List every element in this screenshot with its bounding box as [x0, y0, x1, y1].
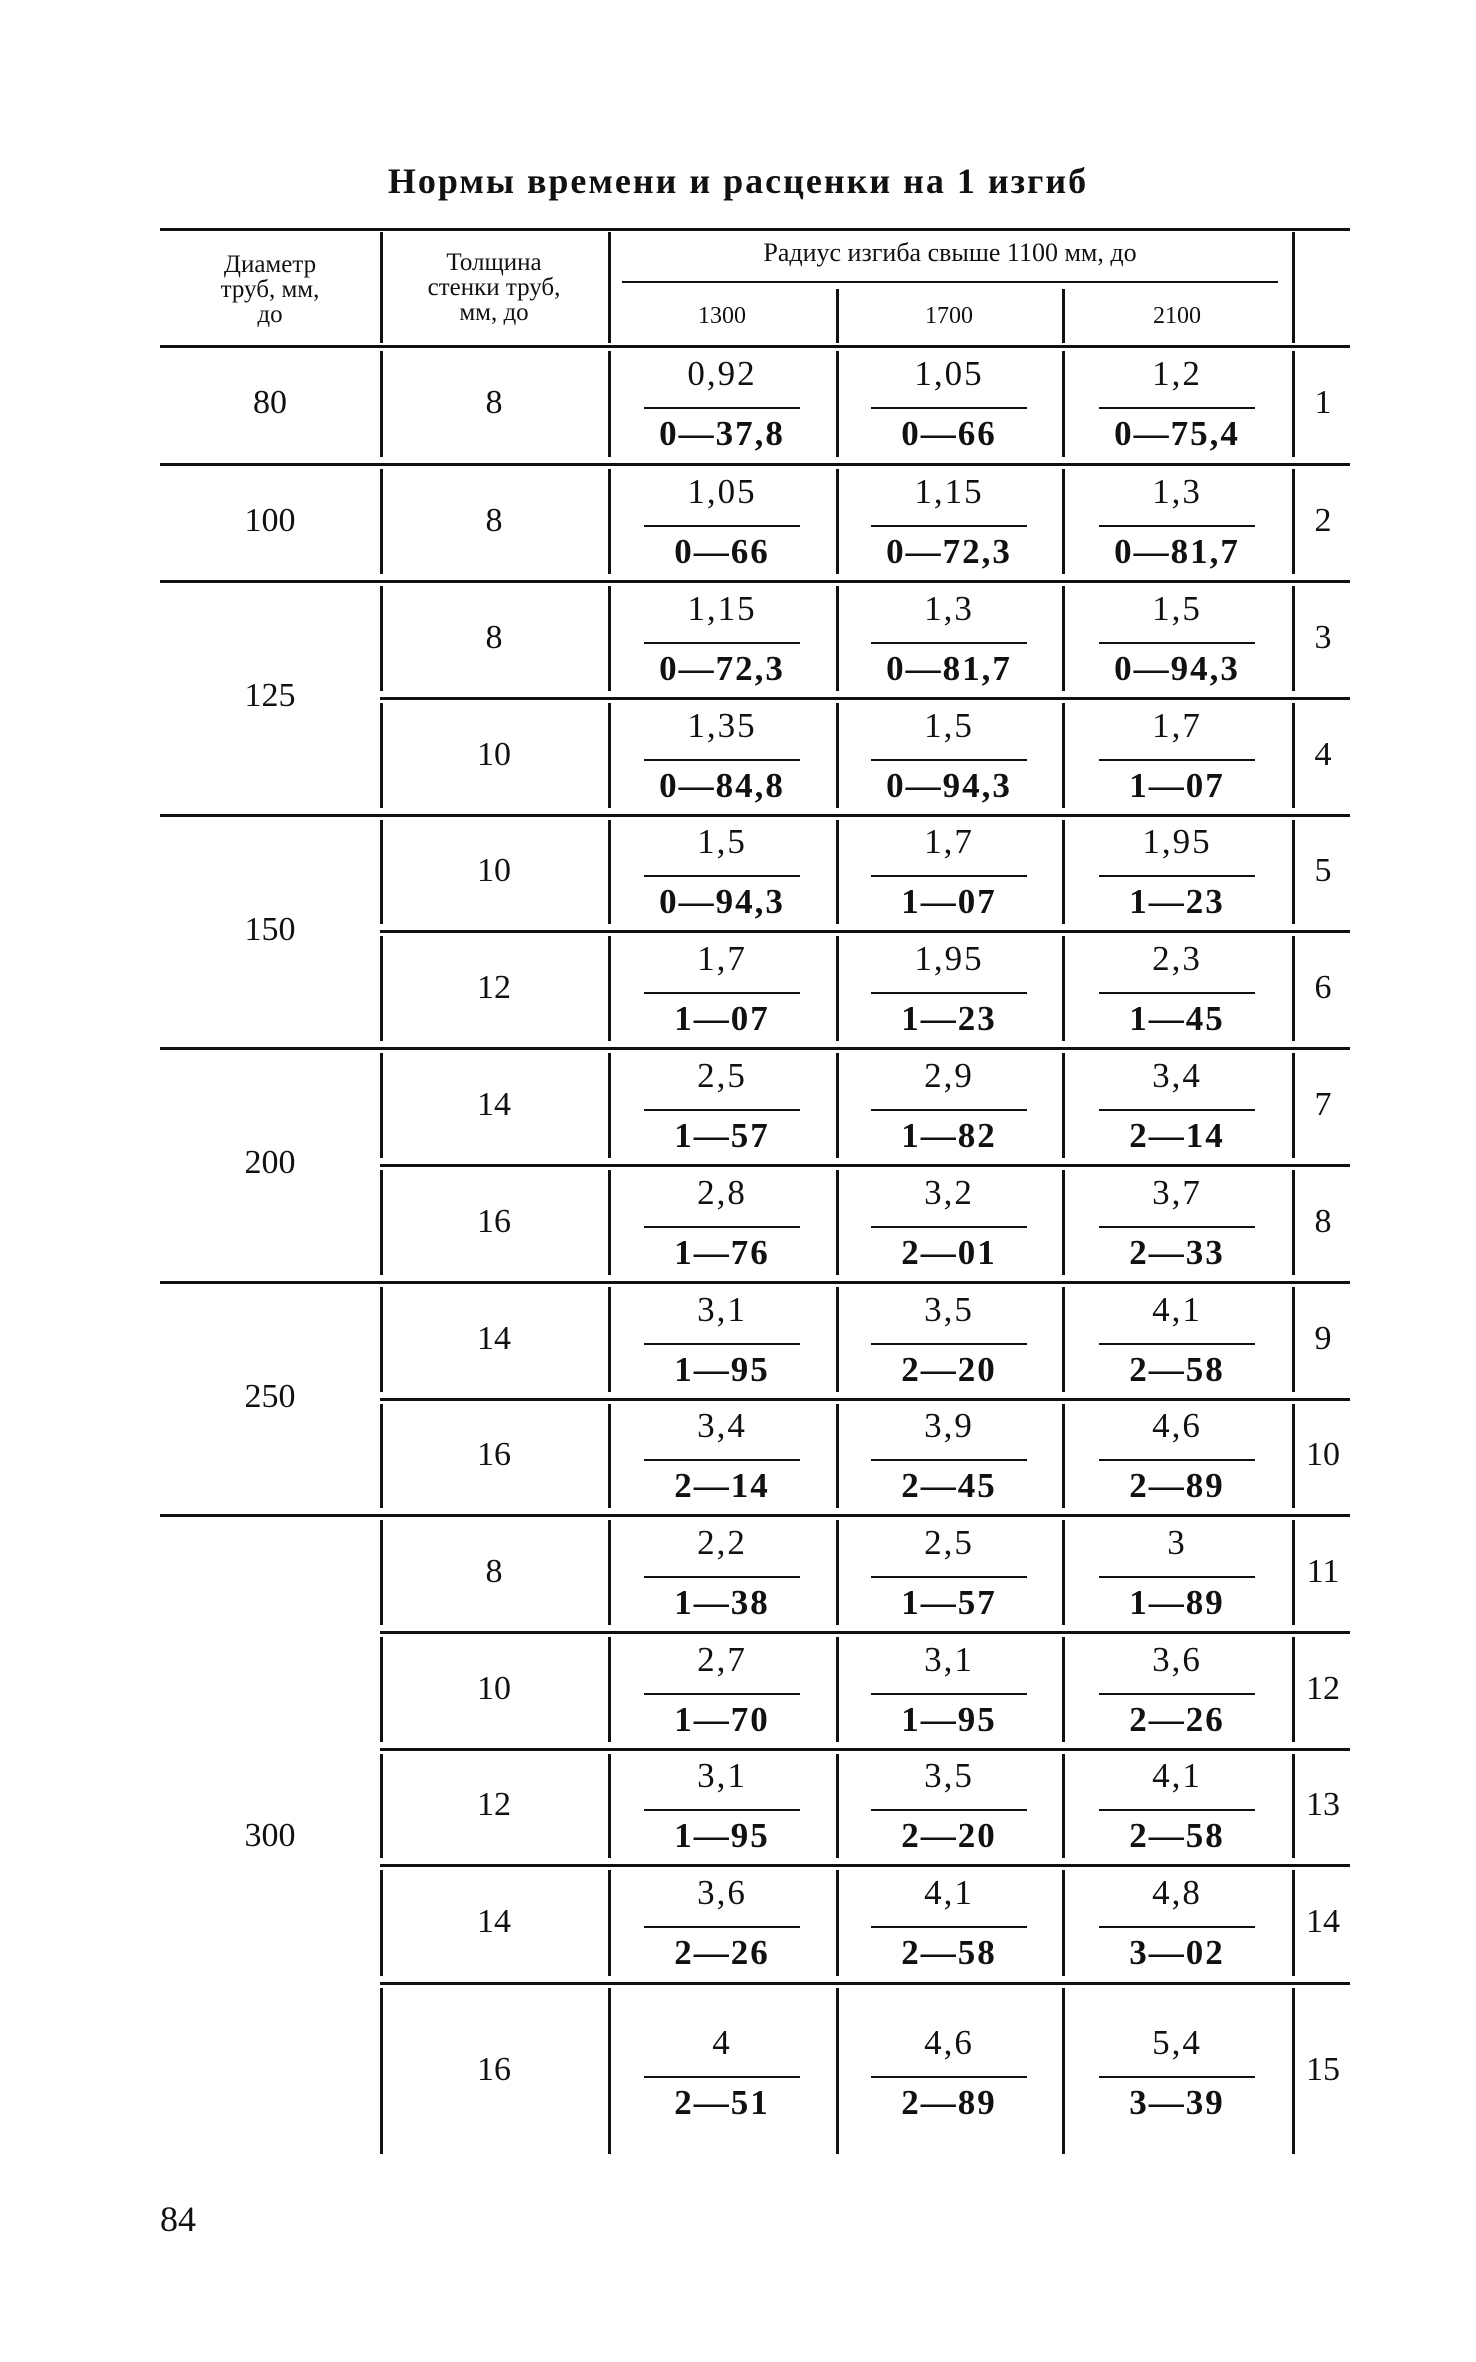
rate-time-norm: 1,5 [697, 822, 747, 861]
rate-time-norm: 1,95 [914, 938, 984, 978]
pipe-diameter: 250 [244, 1377, 296, 1415]
fraction-bar [644, 1926, 800, 1928]
rate-time-norm: 1,15 [687, 588, 757, 628]
row-column-divider [836, 1287, 839, 1392]
rate-price: 1—23 [901, 998, 997, 1038]
row-divider [380, 1864, 1350, 1867]
pipe-diameter: 100 [244, 501, 296, 539]
fraction-bar [644, 992, 800, 994]
row-number: 15 [1306, 2051, 1340, 2088]
row-column-divider [1062, 586, 1065, 691]
row-column-divider [608, 1287, 611, 1392]
rate-time-norm: 4,8 [1152, 1873, 1202, 1912]
rate-time-norm: 3,1 [924, 1639, 974, 1679]
rate-time-norm: 1,3 [1152, 471, 1202, 511]
fraction-bar [644, 407, 800, 409]
rate-time-norm: 3,9 [924, 1406, 974, 1445]
rate-time-norm: 1,5 [924, 705, 974, 745]
fraction-bar [871, 1109, 1027, 1111]
row-column-divider [1292, 586, 1295, 691]
row-column-divider [1292, 1870, 1295, 1976]
group-divider [160, 1047, 1350, 1050]
row-column-divider [608, 820, 611, 924]
rate-price: 2—20 [901, 1349, 997, 1389]
rate-time-norm: 3,7 [1152, 1172, 1202, 1212]
fraction-bar [1099, 1809, 1255, 1811]
rate-time-norm: 1,5 [1152, 588, 1202, 628]
rate-price: 2—58 [901, 1933, 997, 1972]
rate-time-norm: 3,4 [1152, 1055, 1202, 1095]
row-column-divider [836, 1053, 839, 1158]
row-column-divider [1292, 1053, 1295, 1158]
fraction-bar [644, 1809, 800, 1811]
rate-time-norm: 4,6 [1152, 1406, 1202, 1445]
diameter-header-line: труб, мм, [220, 276, 320, 303]
row-column-divider [836, 1988, 839, 2154]
diameter-header-line: до [257, 301, 283, 328]
rate-time-norm: 1,05 [687, 471, 757, 511]
row-column-divider [1292, 1754, 1295, 1858]
row-number: 3 [1314, 618, 1332, 656]
wall-thickness: 10 [477, 852, 511, 889]
fraction-bar [644, 1343, 800, 1345]
fraction-bar [1099, 1693, 1255, 1695]
rate-time-norm: 2,5 [924, 1522, 974, 1562]
rate-time-norm: 2,5 [697, 1055, 747, 1095]
wall-thickness: 10 [477, 1669, 511, 1707]
row-number: 12 [1306, 1669, 1340, 1707]
fraction-bar [1099, 1576, 1255, 1578]
group-divider [160, 463, 1350, 466]
radius-col-header: 1300 [698, 303, 746, 329]
row-column-divider [836, 1404, 839, 1508]
row-column-divider [1062, 1520, 1065, 1625]
row-column-divider [608, 351, 611, 457]
rate-price: 2—26 [674, 1933, 770, 1972]
fraction-bar [871, 525, 1027, 527]
radius-col-header: 1700 [925, 303, 973, 329]
fraction-bar [1099, 1109, 1255, 1111]
row-column-divider [608, 1404, 611, 1508]
fraction-bar [871, 1343, 1027, 1345]
wall-header-line: стенки труб, [427, 274, 561, 301]
header-divider [380, 232, 383, 343]
rate-time-norm: 4 [712, 2023, 732, 2062]
fraction-bar [644, 1693, 800, 1695]
row-column-divider [836, 820, 839, 924]
row-column-divider [1062, 936, 1065, 1041]
row-number: 11 [1306, 1552, 1340, 1590]
rate-price: 1—95 [674, 1816, 770, 1855]
wall-thickness: 16 [477, 2051, 511, 2088]
rate-price: 1—70 [674, 1699, 770, 1739]
row-number: 2 [1314, 501, 1332, 539]
rate-price: 2—89 [1129, 1466, 1225, 1505]
row-column-divider [836, 586, 839, 691]
pipe-diameter: 125 [244, 677, 296, 714]
fraction-bar [871, 1809, 1027, 1811]
row-column-divider [836, 351, 839, 457]
rate-time-norm: 1,05 [914, 354, 984, 393]
fraction-bar [644, 1226, 800, 1228]
rate-price: 0—66 [674, 531, 770, 571]
rate-price: 1—07 [674, 998, 770, 1038]
fraction-bar [1099, 525, 1255, 527]
fraction-bar [1099, 759, 1255, 761]
rate-price: 1—07 [1129, 765, 1225, 805]
row-column-divider [1292, 1404, 1295, 1508]
fraction-bar [644, 759, 800, 761]
row-number: 14 [1306, 1903, 1340, 1940]
fraction-bar [644, 1109, 800, 1111]
wall-thickness: 12 [477, 1786, 511, 1823]
rate-price: 0—75,4 [1114, 414, 1240, 453]
row-number: 9 [1314, 1319, 1332, 1357]
rate-price: 1—95 [674, 1349, 770, 1389]
wall-thickness: 8 [485, 618, 503, 656]
row-column-divider [1062, 703, 1065, 808]
fraction-bar [1099, 992, 1255, 994]
fraction-bar [1099, 1926, 1255, 1928]
row-column-divider [1292, 1520, 1295, 1625]
rate-price: 1—38 [674, 1582, 770, 1622]
fraction-bar [871, 1576, 1027, 1578]
radius-col-header: 2100 [1153, 303, 1201, 329]
pipe-diameter: 150 [244, 910, 296, 948]
rate-price: 1—57 [901, 1582, 997, 1622]
fraction-bar [871, 1926, 1027, 1928]
fraction-bar [871, 1226, 1027, 1228]
wall-thickness: 14 [477, 1085, 511, 1123]
rate-time-norm: 3,1 [697, 1289, 747, 1329]
row-column-divider [1062, 1053, 1065, 1158]
row-column-divider [1292, 703, 1295, 808]
rate-time-norm: 4,1 [1152, 1289, 1202, 1329]
rate-time-norm: 5,4 [1152, 2023, 1202, 2062]
row-column-divider [1292, 1170, 1295, 1275]
fraction-bar [1099, 642, 1255, 644]
fraction-bar [1099, 1459, 1255, 1461]
rate-price: 1—23 [1129, 882, 1225, 921]
rate-time-norm: 4,6 [924, 2023, 974, 2062]
rate-price: 2—20 [901, 1816, 997, 1855]
row-column-divider [608, 1637, 611, 1742]
rate-price: 1—89 [1129, 1582, 1225, 1622]
rate-time-norm: 4,1 [1152, 1756, 1202, 1795]
row-column-divider [1292, 1287, 1295, 1392]
row-column-divider [1062, 820, 1065, 924]
row-column-divider [836, 1754, 839, 1858]
table-top-rule [160, 228, 1350, 231]
fraction-bar [1099, 1343, 1255, 1345]
rate-time-norm: 2,2 [697, 1522, 747, 1562]
fraction-bar [644, 1459, 800, 1461]
row-column-divider [836, 1870, 839, 1976]
rate-price: 2—51 [674, 2083, 770, 2122]
rate-time-norm: 3,5 [924, 1289, 974, 1329]
rate-time-norm: 3,6 [697, 1873, 747, 1912]
rate-time-norm: 0,92 [687, 354, 757, 393]
rate-price: 2—58 [1129, 1816, 1225, 1855]
fraction-bar [871, 407, 1027, 409]
header-bottom-rule [160, 345, 1350, 348]
pipe-diameter: 300 [244, 1817, 296, 1854]
rate-price: 1—95 [901, 1699, 997, 1739]
group-divider [160, 1514, 1350, 1517]
row-column-divider [1062, 1988, 1065, 2154]
wall-thickness: 8 [485, 501, 503, 539]
row-number: 13 [1306, 1786, 1340, 1823]
rate-price: 2—58 [1129, 1349, 1225, 1389]
rate-time-norm: 1,15 [914, 471, 984, 511]
row-column-divider [836, 703, 839, 808]
fraction-bar [644, 875, 800, 877]
fraction-bar [871, 1459, 1027, 1461]
fraction-bar [871, 875, 1027, 877]
rate-price: 2—45 [901, 1466, 997, 1505]
wall-thickness: 14 [477, 1319, 511, 1357]
row-column-divider [608, 1870, 611, 1976]
rate-price: 1—82 [901, 1115, 997, 1155]
group-divider [160, 1281, 1350, 1284]
rate-price: 0—81,7 [886, 648, 1012, 688]
rate-price: 0—81,7 [1114, 531, 1240, 571]
radius-header: Радиус изгиба свыше 1100 мм, до [763, 238, 1137, 267]
wall-header-line: Толщина [446, 249, 542, 276]
rate-price: 2—14 [1129, 1115, 1225, 1155]
rate-price: 3—02 [1129, 1933, 1225, 1972]
row-divider [380, 1164, 1350, 1167]
rate-price: 1—76 [674, 1232, 770, 1272]
rate-time-norm: 3,2 [924, 1172, 974, 1212]
header-divider [1292, 232, 1295, 343]
row-column-divider [608, 1053, 611, 1158]
row-divider [380, 1982, 1350, 1985]
rate-time-norm: 1,35 [687, 705, 757, 745]
row-number: 7 [1314, 1085, 1332, 1123]
row-column-divider [608, 703, 611, 808]
pipe-diameter: 200 [244, 1144, 296, 1181]
fraction-bar [1099, 1226, 1255, 1228]
rate-price: 0—84,8 [659, 765, 785, 805]
rate-time-norm: 2,7 [697, 1639, 747, 1679]
header-divider [608, 232, 611, 343]
row-column-divider [1062, 1287, 1065, 1392]
wall-thickness: 12 [477, 968, 511, 1006]
row-column-divider [608, 1170, 611, 1275]
rate-time-norm: 1,3 [924, 588, 974, 628]
fraction-bar [1099, 2076, 1255, 2078]
row-column-divider [1292, 469, 1295, 574]
header-divider [1062, 289, 1065, 343]
row-divider [380, 1631, 1350, 1634]
header-divider [836, 289, 839, 343]
group-divider [160, 814, 1350, 817]
rate-time-norm: 3,5 [924, 1756, 974, 1795]
rate-time-norm: 3,1 [697, 1756, 747, 1795]
fraction-bar [871, 2076, 1027, 2078]
row-divider [380, 930, 1350, 933]
fraction-bar [644, 525, 800, 527]
row-column-divider [1292, 936, 1295, 1041]
page-number: 84 [160, 2199, 196, 2239]
rate-price: 0—94,3 [659, 882, 785, 921]
wall-thickness: 10 [477, 735, 511, 773]
rate-price: 3—39 [1129, 2083, 1225, 2122]
row-column-divider [836, 1170, 839, 1275]
rate-time-norm: 1,7 [697, 938, 747, 978]
row-column-divider [1292, 351, 1295, 457]
rate-price: 0—72,3 [659, 648, 785, 688]
rate-time-norm: 3,4 [697, 1406, 747, 1445]
wall-thickness: 8 [485, 1552, 503, 1590]
wall-thickness: 14 [477, 1903, 511, 1940]
row-column-divider [1062, 351, 1065, 457]
row-divider [380, 697, 1350, 700]
row-number: 4 [1314, 735, 1332, 773]
row-column-divider [608, 586, 611, 691]
wall-header-line: мм, до [459, 299, 529, 326]
wall-thickness: 16 [477, 1202, 511, 1240]
fraction-bar [1099, 875, 1255, 877]
row-divider [380, 1398, 1350, 1401]
row-column-divider [608, 1754, 611, 1858]
rate-price: 2—14 [674, 1466, 770, 1505]
pipe-diameter: 80 [253, 384, 287, 421]
rate-time-norm: 3 [1167, 1522, 1187, 1562]
rate-price: 1—57 [674, 1115, 770, 1155]
rate-price: 0—94,3 [886, 765, 1012, 805]
fraction-bar [644, 642, 800, 644]
rate-price: 0—66 [901, 414, 997, 453]
row-column-divider [1292, 820, 1295, 924]
rate-time-norm: 2,9 [924, 1055, 974, 1095]
rate-price: 1—45 [1129, 998, 1225, 1038]
rate-time-norm: 1,2 [1152, 354, 1202, 393]
wall-thickness: 8 [485, 384, 503, 421]
row-column-divider [608, 469, 611, 574]
row-column-divider [608, 1988, 611, 2154]
wall-thickness: 16 [477, 1436, 511, 1473]
rate-time-norm: 2,3 [1152, 938, 1202, 978]
rate-time-norm: 1,95 [1142, 822, 1212, 861]
fraction-bar [871, 992, 1027, 994]
rate-time-norm: 4,1 [924, 1873, 974, 1912]
row-column-divider [608, 1520, 611, 1625]
row-number: 10 [1306, 1436, 1340, 1473]
row-divider [380, 1748, 1350, 1751]
row-column-divider [1062, 1404, 1065, 1508]
fraction-bar [644, 1576, 800, 1578]
row-column-divider [1292, 1637, 1295, 1742]
page-title: Нормы времени и расценки на 1 изгиб [387, 161, 1089, 201]
row-column-divider [1062, 1170, 1065, 1275]
fraction-bar [871, 1693, 1027, 1695]
rate-price: 1—07 [901, 882, 997, 921]
row-column-divider [836, 1520, 839, 1625]
rate-price: 2—26 [1129, 1699, 1225, 1739]
row-column-divider [1062, 1637, 1065, 1742]
row-number: 5 [1314, 852, 1332, 889]
rate-price: 0—37,8 [659, 414, 785, 453]
rate-price: 0—72,3 [886, 531, 1012, 571]
row-column-divider [1062, 1754, 1065, 1858]
rate-price: 2—01 [901, 1232, 997, 1272]
diameter-header-line: Диаметр [223, 251, 317, 278]
row-number: 1 [1314, 384, 1332, 421]
row-column-divider [836, 469, 839, 574]
fraction-bar [1099, 407, 1255, 409]
row-column-divider [836, 1637, 839, 1742]
rate-time-norm: 2,8 [697, 1172, 747, 1212]
rate-time-norm: 1,7 [924, 822, 974, 861]
rate-price: 2—33 [1129, 1232, 1225, 1272]
fraction-bar [644, 2076, 800, 2078]
group-divider [160, 580, 1350, 583]
rate-time-norm: 1,7 [1152, 705, 1202, 745]
radius-header-rule [622, 281, 1278, 283]
rate-price: 0—94,3 [1114, 648, 1240, 688]
row-number: 8 [1314, 1202, 1332, 1240]
row-column-divider [836, 936, 839, 1041]
rate-price: 2—89 [901, 2083, 997, 2122]
row-column-divider [1062, 1870, 1065, 1976]
fraction-bar [871, 759, 1027, 761]
row-column-divider [1062, 469, 1065, 574]
row-column-divider [1292, 1988, 1295, 2154]
fraction-bar [871, 642, 1027, 644]
row-number: 6 [1314, 968, 1332, 1006]
row-column-divider [608, 936, 611, 1041]
rate-time-norm: 3,6 [1152, 1639, 1202, 1679]
